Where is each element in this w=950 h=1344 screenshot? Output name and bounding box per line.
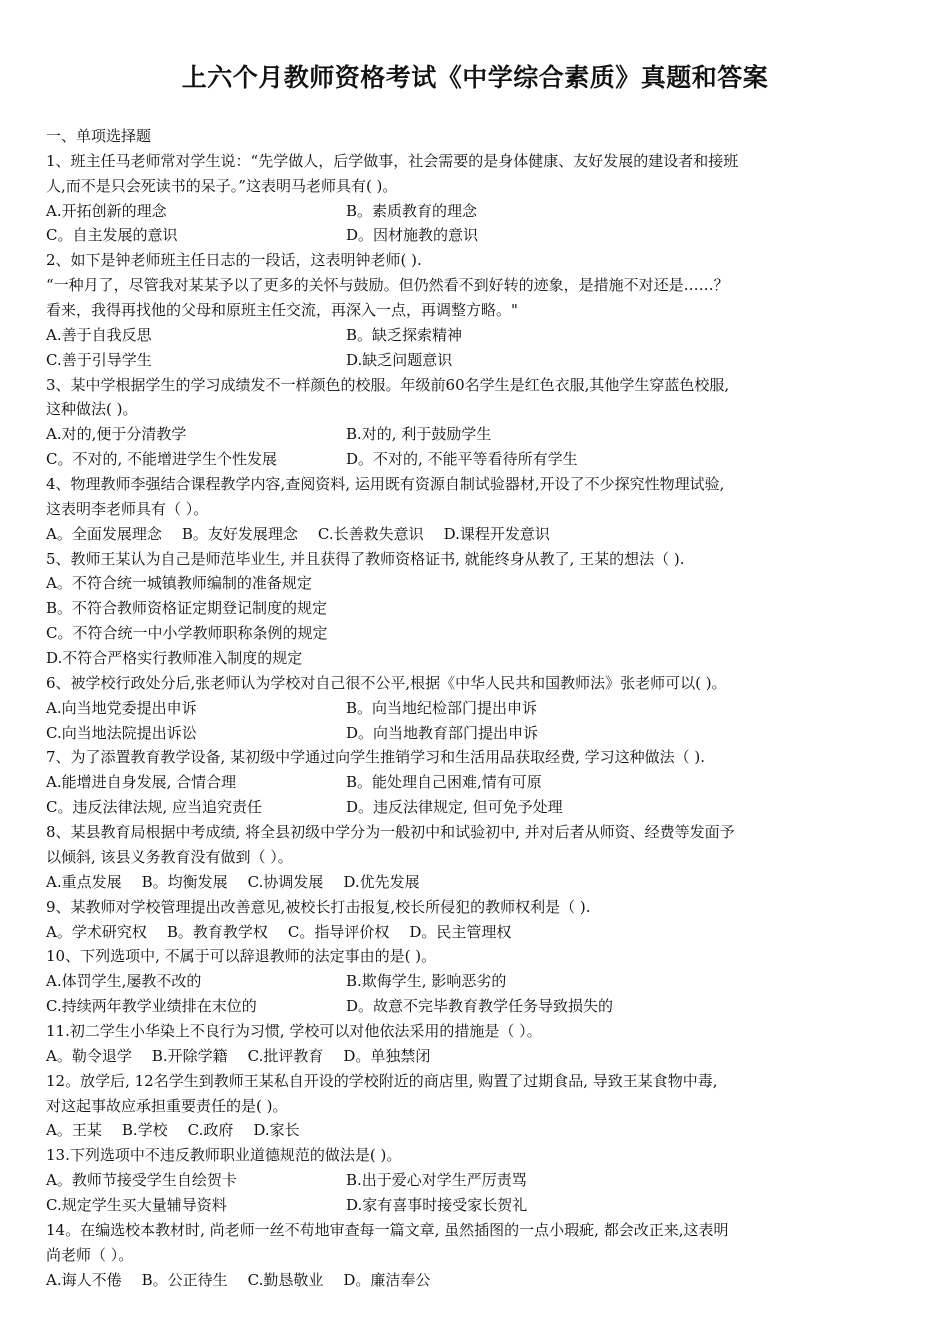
option-text: A。学术研究权 <box>46 922 147 941</box>
option-text: C.政府 <box>187 1121 234 1140</box>
option-text: B。均衡发展 <box>141 872 228 891</box>
option-row <box>46 422 908 447</box>
option-text: C.批评教育 <box>247 1046 324 1065</box>
question-line: 4、物理教师李强结合课程教学内容,查阅资料, 运用既有资源自制试验器材,开设了不少探究性物理试验, <box>46 475 725 494</box>
document-title: 上六个月教师资格考试《中学综合素质》真题和答案 <box>181 63 769 92</box>
option-text: B.欺侮学生, 影响恶劣的 <box>346 972 507 991</box>
option-text: C.协调发展 <box>247 872 324 891</box>
question-line: 9、某教师对学校管理提出改善意见,被校长打击报复,校长所侵犯的教师权利是（ ). <box>46 897 591 916</box>
option-text: D.优先发展 <box>343 872 420 891</box>
option-text: B。向当地纪检部门提出申诉 <box>346 698 538 717</box>
question-line: 以倾斜, 该县义务教育没有做到（ ）。 <box>46 847 293 866</box>
option-text: D。违反法律规定, 但可免予处理 <box>346 798 563 817</box>
option-text: C.勤恳敬业 <box>247 1270 324 1289</box>
question-line: 这表明李老师具有（ ）。 <box>46 499 209 518</box>
option-row <box>46 1193 908 1218</box>
option-row <box>46 870 908 895</box>
option-row <box>46 1044 908 1069</box>
question-line: 看来，我得再找他的父母和原班主任交流，再深入一点，再调整方略。" <box>46 301 518 320</box>
option-row <box>46 447 908 472</box>
option-text: A.开拓创新的理念 <box>46 201 167 220</box>
option-text: D.家长 <box>253 1121 300 1140</box>
question-line: 尚老师（ ）。 <box>46 1245 134 1264</box>
option-text: A.诲人不倦 <box>46 1270 122 1289</box>
question-line: 人,而不是只会死读书的呆子。”这表明马老师具有( )。 <box>46 176 398 195</box>
question-line: 1、班主任马老师常对学生说：“先学做人，后学做事，社会需要的是身体健康、友好发展的建设者和接班 <box>46 151 739 170</box>
option-text: C。自主发展的意识 <box>46 226 178 245</box>
option-text: A。王某 <box>46 1121 102 1140</box>
option-text: D。不对的, 不能平等看待所有学生 <box>346 450 578 469</box>
option-text: B.对的, 利于鼓励学生 <box>346 425 492 444</box>
option-line: A。不符合统一城镇教师编制的准备规定 <box>46 574 312 593</box>
option-text: A.向当地党委提出申诉 <box>46 698 197 717</box>
option-row <box>46 223 908 248</box>
question-line: 10、下列选项中, 不属于可以辞退教师的法定事由的是( )。 <box>46 947 437 966</box>
option-text: C。指导评价权 <box>287 922 390 941</box>
option-text: D。故意不完毕教育教学任务导致损失的 <box>346 997 614 1016</box>
question-line: 7、为了添置教育教学设备, 某初级中学通过向学生推销学习和生活用品获取经费, 学习这种做法（ ). <box>46 748 706 767</box>
question-line: 12。放学后, 12名学生到教师王某私自开设的学校附近的商店里, 购置了过期食品, 导致王某食物中毒, <box>46 1071 718 1090</box>
question-line: 14。在编选校本教材时, 尚老师一丝不苟地审查每一篇文章, 虽然插图的一点小瑕疵, 都会改正来,这表明 <box>46 1220 729 1239</box>
option-row <box>46 969 908 994</box>
option-text: A。全面发展理念 <box>46 524 162 543</box>
option-text: A.对的,便于分清教学 <box>46 425 187 444</box>
option-text: D。民主管理权 <box>409 922 512 941</box>
option-text: D。因材施教的意识 <box>346 226 479 245</box>
option-row <box>46 323 908 348</box>
option-text: B。缺乏探索精神 <box>346 325 463 344</box>
option-text: C.向当地法院提出诉讼 <box>46 723 197 742</box>
option-text: C.善于引导学生 <box>46 350 152 369</box>
option-text: B.开除学籍 <box>151 1046 228 1065</box>
option-row <box>46 522 908 547</box>
question-line: 3、某中学根据学生的学习成绩发不一样颜色的校服。年级前60名学生是红色衣服,其他学生穿蓝色校服, <box>46 375 730 394</box>
option-row <box>46 199 908 224</box>
question-line: 这种做法( )。 <box>46 400 138 419</box>
option-text: B。友好发展理念 <box>181 524 298 543</box>
option-text: C。违反法律法规, 应当追究责任 <box>46 798 263 817</box>
option-row <box>46 795 908 820</box>
option-text: C.持续两年教学业绩排在末位的 <box>46 997 257 1016</box>
option-text: A.体罚学生,屡教不改的 <box>46 972 202 991</box>
option-row <box>46 920 908 945</box>
question-line: “一种月了，尽管我对某某予以了更多的关怀与鼓励。但仍然看不到好转的迹象，是措施不对还是……？ <box>46 276 729 295</box>
option-text: D.缺乏问题意识 <box>346 350 453 369</box>
option-row <box>46 1168 908 1193</box>
option-text: B。教育教学权 <box>166 922 268 941</box>
question-line: 5、教师王某认为自己是师范毕业生, 并且获得了教师资格证书, 就能终身从教了, 王某的想法（ ). <box>46 549 685 568</box>
option-row <box>46 1268 908 1293</box>
option-text: C.规定学生买大量辅导资料 <box>46 1195 227 1214</box>
option-text: B。公正待生 <box>141 1270 228 1289</box>
option-text: A。教师节接受学生自绘贺卡 <box>46 1171 237 1190</box>
section-heading: 一、单项选择题 <box>46 127 152 145</box>
question-line: 11.初二学生小华染上不良行为习惯, 学校可以对他依法采用的措施是（ ）。 <box>46 1021 542 1040</box>
option-text: A.善于自我反思 <box>46 325 152 344</box>
option-text: B。素质教育的理念 <box>346 201 478 220</box>
option-text: D.课程开发意识 <box>443 524 550 543</box>
option-text: C.长善救失意识 <box>317 524 424 543</box>
option-text: B。能处理自己困难,情有可原 <box>346 773 542 792</box>
option-text: D。单独禁闭 <box>343 1046 431 1065</box>
option-row <box>46 721 908 746</box>
option-text: D。廉洁奉公 <box>343 1270 431 1289</box>
option-row <box>46 696 908 721</box>
option-text: A.重点发展 <box>46 872 122 891</box>
question-line: 8、某县教育局根据中考成绩, 将全县初级中学分为一般初中和试验初中, 并对后者从师资、经费等发面予 <box>46 823 735 842</box>
option-text: D.家有喜事时接受家长贺礼 <box>346 1195 528 1214</box>
question-list <box>46 124 908 1292</box>
option-text: B.出于爱心对学生严厉责骂 <box>346 1171 527 1190</box>
option-row <box>46 994 908 1019</box>
question-line: 对这起事故应承担重要责任的是( )。 <box>46 1096 288 1115</box>
option-line: B。不符合教师资格证定期登记制度的规定 <box>46 599 328 618</box>
option-text: D。向当地教育部门提出申诉 <box>346 723 539 742</box>
option-text: C。不对的, 不能增进学生个性发展 <box>46 450 278 469</box>
option-text: A.能增进自身发展, 合情合理 <box>46 773 237 792</box>
option-row <box>46 348 908 373</box>
option-text: A。勒令退学 <box>46 1046 132 1065</box>
question-line: 13.下列选项中不违反教师职业道德规范的做法是( )。 <box>46 1146 402 1165</box>
option-line: C。不符合统一中小学教师职称条例的规定 <box>46 624 328 643</box>
option-line: D.不符合严格实行教师准入制度的规定 <box>46 649 303 668</box>
option-row <box>46 770 908 795</box>
option-text: B.学校 <box>121 1121 168 1140</box>
question-line: 2、如下是钟老师班主任日志的一段话，这表明钟老师( ). <box>46 251 422 270</box>
option-row <box>46 1118 908 1143</box>
question-line: 6、被学校行政处分后,张老师认为学校对自己很不公平,根据《中华人民共和国教师法》张老师可以( )。 <box>46 673 727 692</box>
